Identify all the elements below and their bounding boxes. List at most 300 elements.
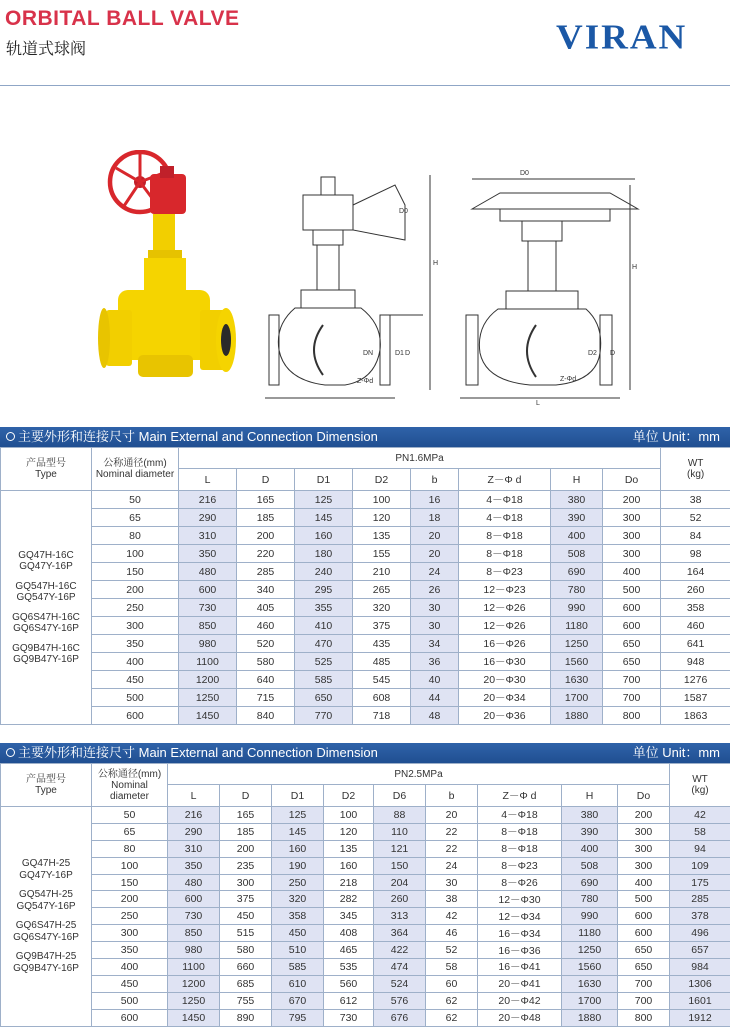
table-cell: 200 [603, 491, 661, 509]
table-cell: 135 [353, 527, 411, 545]
table-cell: 375 [353, 617, 411, 635]
table-row [1, 959, 730, 976]
table-cell: 320 [353, 599, 411, 617]
table-cell: 1700 [551, 689, 603, 707]
table-cell: 38 [426, 891, 478, 908]
table-cell: 300 [220, 874, 272, 891]
table-cell: 1450 [168, 1009, 220, 1026]
table-cell: 1587 [661, 689, 730, 707]
table-row [1, 581, 730, 599]
table-cell: 165 [237, 491, 295, 509]
table-row [1, 874, 730, 891]
table-cell: 125 [295, 491, 353, 509]
table-cell: 8－Φ18 [478, 823, 562, 840]
type-line: GQ547Y-16P [16, 900, 76, 912]
table-cell: 290 [179, 509, 237, 527]
table-cell: 1306 [670, 975, 730, 992]
table-cell: 218 [324, 874, 374, 891]
wt-header: WT (kg) [670, 764, 730, 807]
table-cell: 12－Φ23 [459, 581, 551, 599]
table-cell: 12－Φ26 [459, 617, 551, 635]
table-cell: 235 [220, 857, 272, 874]
table-cell: 508 [562, 857, 618, 874]
table-cell: 135 [324, 840, 374, 857]
table-cell: 8－Φ23 [478, 857, 562, 874]
table-row [1, 671, 730, 689]
table-cell: 510 [272, 942, 324, 959]
column-header: D2 [324, 785, 374, 807]
table-cell: 780 [562, 891, 618, 908]
table-cell: 160 [272, 840, 324, 857]
table-cell: 345 [324, 908, 374, 925]
table-cell: 200 [237, 527, 295, 545]
table-row [1, 527, 730, 545]
table-cell: 60 [426, 975, 478, 992]
table-cell: 52 [426, 942, 478, 959]
table-cell: 690 [551, 563, 603, 581]
table-cell: 612 [324, 992, 374, 1009]
table-cell: 65 [92, 509, 179, 527]
circle-bullet-icon [6, 432, 15, 441]
table-cell: 295 [295, 581, 353, 599]
table-cell: 100 [353, 491, 411, 509]
circle-bullet-icon [6, 748, 15, 757]
column-header: D2 [353, 469, 411, 491]
table-cell: 300 [92, 925, 168, 942]
table-cell: 20 [426, 807, 478, 824]
table-cell: 20 [411, 545, 459, 563]
table-cell: 165 [220, 807, 272, 824]
table-cell: 155 [353, 545, 411, 563]
table-cell: 364 [374, 925, 426, 942]
table-cell: 840 [237, 707, 295, 725]
table-cell: 16－Φ36 [478, 942, 562, 959]
table-cell: 4－Φ18 [478, 807, 562, 824]
table-cell: 460 [237, 617, 295, 635]
table-cell: 1100 [168, 959, 220, 976]
column-header: D1 [272, 785, 324, 807]
table-cell: 12－Φ26 [459, 599, 551, 617]
table-cell: 20－Φ41 [478, 975, 562, 992]
table-cell: 400 [562, 840, 618, 857]
table-cell: 30 [411, 599, 459, 617]
table2-unit-label: 单位 Unit：mm [632, 745, 720, 760]
table-cell: 474 [374, 959, 426, 976]
table-row [1, 925, 730, 942]
table-cell: 145 [272, 823, 324, 840]
type-line: GQ47Y-16P [19, 561, 73, 572]
table-cell: 990 [562, 908, 618, 925]
table-cell: 30 [426, 874, 478, 891]
column-header: Do [618, 785, 670, 807]
table-row [1, 509, 730, 527]
table-cell: 405 [237, 599, 295, 617]
table-cell: 220 [237, 545, 295, 563]
table-cell: 470 [295, 635, 353, 653]
table-cell: 200 [220, 840, 272, 857]
table-cell: 1250 [551, 635, 603, 653]
table-row [1, 992, 730, 1009]
table-cell: 500 [618, 891, 670, 908]
table-cell: 216 [179, 491, 237, 509]
table-cell: 120 [324, 823, 374, 840]
table-cell: 50 [92, 807, 168, 824]
table-cell: 358 [272, 908, 324, 925]
type-line: GQ547H-25 [19, 889, 73, 901]
table-cell: 310 [179, 527, 237, 545]
table-cell: 24 [426, 857, 478, 874]
type-line: GQ9B47H-25 [15, 951, 77, 963]
table-cell: 657 [670, 942, 730, 959]
table-cell: 676 [374, 1009, 426, 1026]
table-cell: 4－Φ18 [459, 509, 551, 527]
table-cell: 42 [426, 908, 478, 925]
table-cell: 450 [220, 908, 272, 925]
table-cell: 355 [295, 599, 353, 617]
table-cell: 1863 [661, 707, 730, 725]
table-cell: 980 [179, 635, 237, 653]
table-row [1, 491, 730, 509]
table-cell: 1200 [179, 671, 237, 689]
type-line: GQ547Y-16P [16, 592, 76, 603]
type-line: GQ9B47H-16C [12, 642, 80, 654]
table-cell: 641 [661, 635, 730, 653]
table-cell: 300 [618, 840, 670, 857]
table-cell: 1630 [551, 671, 603, 689]
table-row [1, 563, 730, 581]
table-cell: 670 [272, 992, 324, 1009]
dim-d-label-2: D [610, 350, 616, 357]
table-cell: 400 [551, 527, 603, 545]
table-row [1, 891, 730, 908]
table-cell: 36 [411, 653, 459, 671]
column-header: L [179, 469, 237, 491]
type-line: GQ47Y-16P [19, 869, 73, 881]
table-cell: 1560 [562, 959, 618, 976]
column-header: D6 [374, 785, 426, 807]
table-cell: 62 [426, 1009, 478, 1026]
table-cell: 580 [220, 942, 272, 959]
table-cell: 465 [324, 942, 374, 959]
table-cell: 300 [92, 617, 179, 635]
pressure-header: PN2.5MPa [168, 764, 670, 785]
column-header: D [237, 469, 295, 491]
table-cell: 20－Φ30 [459, 671, 551, 689]
table-cell: 375 [220, 891, 272, 908]
table-cell: 150 [92, 874, 168, 891]
table-cell: 400 [603, 563, 661, 581]
table-cell: 20 [411, 527, 459, 545]
table-cell: 545 [353, 671, 411, 689]
table-row [1, 617, 730, 635]
pressure-header: PN1.6MPa [179, 448, 661, 469]
table-cell: 185 [220, 823, 272, 840]
table-cell: 24 [411, 563, 459, 581]
table-cell: 200 [618, 807, 670, 824]
type-line: GQ547H-16C [15, 580, 77, 592]
table-row [1, 807, 730, 824]
table-cell: 422 [374, 942, 426, 959]
table-cell: 780 [551, 581, 603, 599]
column-header: Z－Φ d [459, 469, 551, 491]
dim-l-label-2: L [536, 400, 540, 405]
table-cell: 520 [237, 635, 295, 653]
table-cell: 100 [92, 545, 179, 563]
table-cell: 4－Φ18 [459, 491, 551, 509]
table-cell: 340 [237, 581, 295, 599]
table-cell: 8－Φ18 [459, 527, 551, 545]
table-cell: 38 [661, 491, 730, 509]
table-cell: 16－Φ26 [459, 635, 551, 653]
table-cell: 358 [661, 599, 730, 617]
table-cell: 8－Φ18 [459, 545, 551, 563]
table-cell: 160 [295, 527, 353, 545]
table-row [1, 975, 730, 992]
table-cell: 300 [603, 527, 661, 545]
table-cell: 310 [168, 840, 220, 857]
table-cell: 8－Φ23 [459, 563, 551, 581]
table-cell: 600 [168, 891, 220, 908]
table-cell: 585 [272, 959, 324, 976]
column-header: Do [603, 469, 661, 491]
table-cell: 480 [179, 563, 237, 581]
type-line: GQ6S47Y-16P [13, 931, 79, 943]
type-line: GQ6S47H-25 [15, 920, 77, 932]
table-cell: 8－Φ26 [478, 874, 562, 891]
table-cell: 175 [670, 874, 730, 891]
table-cell: 16 [411, 491, 459, 509]
table-cell: 12－Φ34 [478, 908, 562, 925]
table-cell: 120 [353, 509, 411, 527]
table-cell: 500 [92, 992, 168, 1009]
table-cell: 1250 [168, 992, 220, 1009]
table-cell: 408 [324, 925, 374, 942]
table-cell: 20－Φ42 [478, 992, 562, 1009]
table-cell: 94 [670, 840, 730, 857]
table-cell: 80 [92, 840, 168, 857]
table-cell: 576 [374, 992, 426, 1009]
table-cell: 500 [603, 581, 661, 599]
table-cell: 44 [411, 689, 459, 707]
column-header: H [562, 785, 618, 807]
column-header: Z－Φ d [478, 785, 562, 807]
table-cell: 1276 [661, 671, 730, 689]
dim-d-label-1: D [405, 350, 411, 357]
brand-logo: VIRAN [556, 18, 688, 57]
table-cell: 300 [603, 509, 661, 527]
table-cell: 1630 [562, 975, 618, 992]
nominal-header: 公称通径(mm) Nominal diameter [92, 448, 179, 491]
table-cell: 580 [237, 653, 295, 671]
table-cell: 1601 [670, 992, 730, 1009]
table-cell: 200 [92, 581, 179, 599]
column-header: b [411, 469, 459, 491]
table-cell: 285 [670, 891, 730, 908]
table-cell: 650 [618, 959, 670, 976]
dim-d0-label-1: D0 [399, 208, 408, 215]
table-cell: 690 [562, 874, 618, 891]
table-cell: 890 [220, 1009, 272, 1026]
table-cell: 282 [324, 891, 374, 908]
table-cell: 52 [661, 509, 730, 527]
table-cell: 260 [374, 891, 426, 908]
table-cell: 260 [661, 581, 730, 599]
table-cell: 450 [92, 975, 168, 992]
table-cell: 980 [168, 942, 220, 959]
table-cell: 600 [618, 908, 670, 925]
table-cell: 84 [661, 527, 730, 545]
table-cell: 65 [92, 823, 168, 840]
side-section-drawing [460, 165, 640, 405]
table-cell: 265 [353, 581, 411, 599]
table-cell: 1200 [168, 975, 220, 992]
table-cell: 313 [374, 908, 426, 925]
table-cell: 608 [353, 689, 411, 707]
table-cell: 240 [295, 563, 353, 581]
table-cell: 450 [272, 925, 324, 942]
column-header: D [220, 785, 272, 807]
table-cell: 145 [295, 509, 353, 527]
table-cell: 700 [618, 975, 670, 992]
table-cell: 600 [603, 617, 661, 635]
column-header: b [426, 785, 478, 807]
table-cell: 12－Φ30 [478, 891, 562, 908]
dim-h-label-2: H [632, 264, 638, 271]
table-cell: 80 [92, 527, 179, 545]
table-cell: 34 [411, 635, 459, 653]
table-cell: 16－Φ30 [459, 653, 551, 671]
table-cell: 850 [168, 925, 220, 942]
table-cell: 730 [168, 908, 220, 925]
front-section-drawing [265, 165, 440, 405]
table-cell: 22 [426, 840, 478, 857]
type-line: GQ6S47Y-16P [13, 623, 79, 634]
dim-d0-label-2: D0 [520, 170, 529, 177]
table-row [1, 635, 730, 653]
table-cell: 20－Φ36 [459, 707, 551, 725]
page-title: ORBITAL BALL VALVE [5, 7, 240, 30]
type-line: GQ47H-25 [21, 858, 71, 870]
table-cell: 216 [168, 807, 220, 824]
table-cell: 610 [272, 975, 324, 992]
table-cell: 350 [179, 545, 237, 563]
table-row [1, 599, 730, 617]
table1-section-title: 主要外形和连接尺寸 Main External and Connection Dimension [18, 429, 378, 444]
table-cell: 1180 [562, 925, 618, 942]
type-cell [1, 491, 92, 725]
table-cell: 850 [179, 617, 237, 635]
table-cell: 990 [551, 599, 603, 617]
table-cell: 30 [411, 617, 459, 635]
table-cell: 535 [324, 959, 374, 976]
table-cell: 110 [374, 823, 426, 840]
table-cell: 1880 [551, 707, 603, 725]
table-cell: 410 [295, 617, 353, 635]
table-cell: 496 [670, 925, 730, 942]
table-cell: 210 [353, 563, 411, 581]
table-cell: 660 [220, 959, 272, 976]
table-cell: 185 [237, 509, 295, 527]
table-row [1, 857, 730, 874]
table-cell: 109 [670, 857, 730, 874]
table-row [1, 653, 730, 671]
table-cell: 16－Φ34 [478, 925, 562, 942]
table-cell: 204 [374, 874, 426, 891]
table-cell: 58 [670, 823, 730, 840]
table-cell: 164 [661, 563, 730, 581]
table-cell: 1560 [551, 653, 603, 671]
table-cell: 400 [92, 959, 168, 976]
table-cell: 1450 [179, 707, 237, 725]
table-cell: 685 [220, 975, 272, 992]
table-cell: 200 [92, 891, 168, 908]
table-cell: 26 [411, 581, 459, 599]
table-row [1, 908, 730, 925]
table-cell: 795 [272, 1009, 324, 1026]
type-line: GQ47H-16C [18, 549, 74, 561]
table-cell: 715 [237, 689, 295, 707]
table-cell: 700 [618, 992, 670, 1009]
table-row [1, 1009, 730, 1026]
column-header: H [551, 469, 603, 491]
table-cell: 800 [618, 1009, 670, 1026]
dim-zd-label-1: Z-Φd [357, 378, 374, 385]
table-cell: 700 [603, 689, 661, 707]
table-cell: 16－Φ41 [478, 959, 562, 976]
table-cell: 650 [603, 653, 661, 671]
type-line: GQ6S47H-16C [12, 611, 80, 623]
table-cell: 150 [374, 857, 426, 874]
column-header: L [168, 785, 220, 807]
table-cell: 350 [168, 857, 220, 874]
table-row [1, 545, 730, 563]
table-cell: 18 [411, 509, 459, 527]
table-cell: 100 [324, 807, 374, 824]
table-cell: 600 [92, 707, 179, 725]
dim-h-label-1: H [433, 260, 439, 267]
wt-header: WT (kg) [661, 448, 730, 491]
dim-zd-label-2: Z-Φd [560, 376, 577, 383]
table1-unit-label: 单位 Unit：mm [632, 429, 720, 444]
table-row [1, 840, 730, 857]
table-cell: 300 [618, 823, 670, 840]
table-cell: 755 [220, 992, 272, 1009]
table-cell: 378 [670, 908, 730, 925]
table1-header-band [0, 427, 730, 447]
dim-d1-label-1: D1 [395, 350, 404, 357]
table-cell: 560 [324, 975, 374, 992]
table-cell: 88 [374, 807, 426, 824]
table-row [1, 942, 730, 959]
table-cell: 650 [618, 942, 670, 959]
table-cell: 460 [661, 617, 730, 635]
type-cell [1, 807, 92, 1027]
table-cell: 8－Φ18 [478, 840, 562, 857]
table-cell: 984 [670, 959, 730, 976]
table-cell: 800 [603, 707, 661, 725]
table-cell: 480 [168, 874, 220, 891]
table-cell: 1912 [670, 1009, 730, 1026]
table-cell: 22 [426, 823, 478, 840]
table-cell: 350 [92, 942, 168, 959]
column-header: D1 [295, 469, 353, 491]
table-cell: 300 [618, 857, 670, 874]
table-cell: 46 [426, 925, 478, 942]
table-cell: 524 [374, 975, 426, 992]
table-row [1, 823, 730, 840]
table-cell: 585 [295, 671, 353, 689]
table-cell: 48 [411, 707, 459, 725]
